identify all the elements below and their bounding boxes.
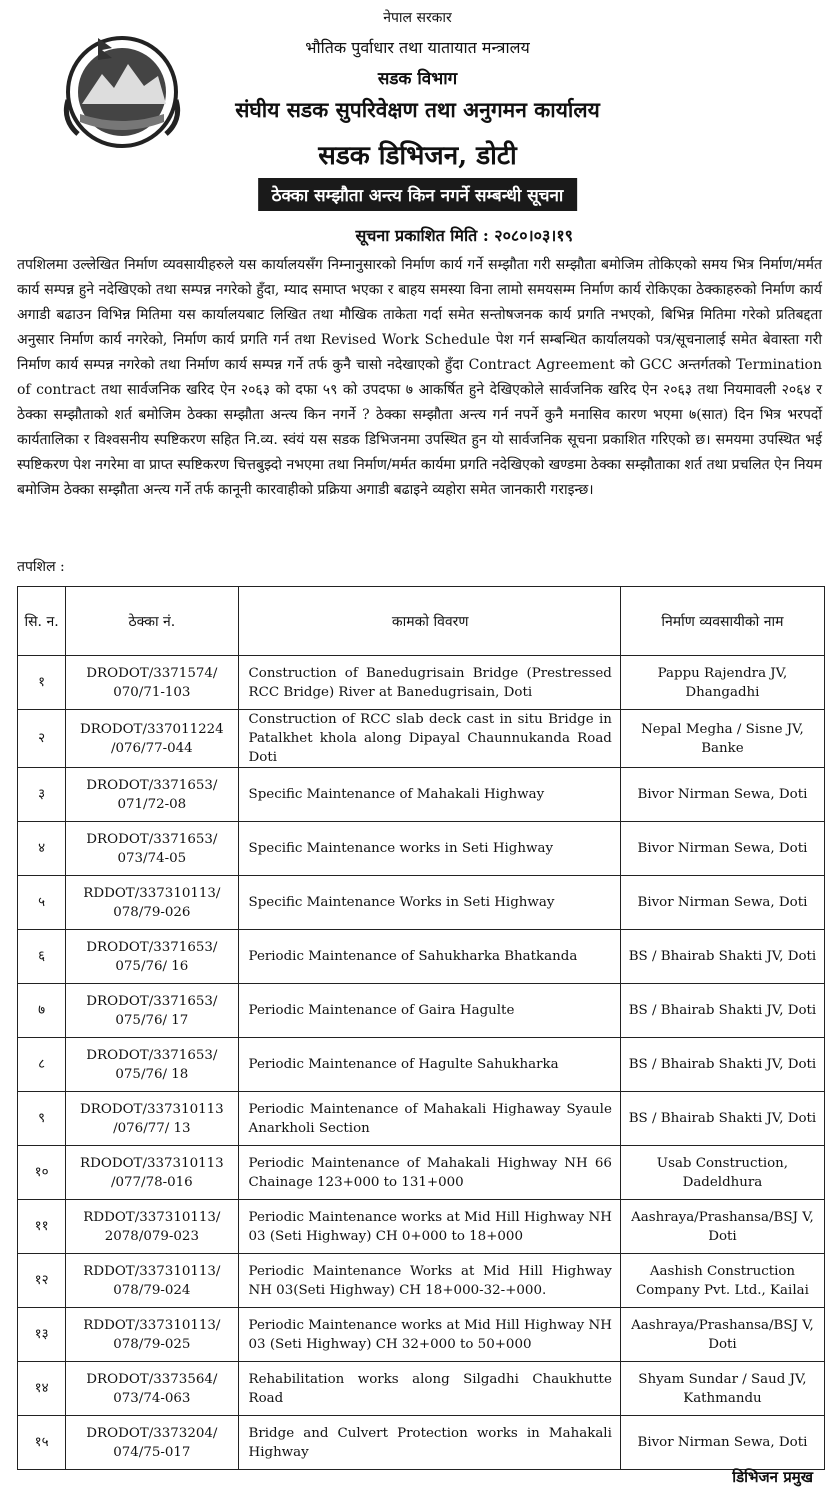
cell-contract-no: DRODOT/337011224 /076/77-044 [66,710,238,768]
cell-serial: ४ [18,822,66,876]
cell-description: Periodic Maintenance of Hagulte Sahukharka [238,1038,620,1092]
cell-contractor: Bivor Nirman Sewa, Doti [620,876,824,930]
cell-description: Periodic Maintenance of Mahakali Highaway Syaule Anarkholi Section [238,1092,620,1146]
table-row [18,1362,825,1416]
cell-contractor: BS / Bhairab Shakti JV, Doti [620,1038,824,1092]
cell-contractor: Bivor Nirman Sewa, Doti [620,822,824,876]
cell-contractor: Nepal Megha / Sisne JV, Banke [620,710,824,768]
cell-serial: ७ [18,984,66,1038]
header-serial: सि. न. [18,587,66,656]
table-row [18,822,825,876]
cell-contract-no: RDODOT/337310113 /077/78-016 [66,1146,238,1200]
cell-contract-no: RDDOT/337310113/ 078/79-024 [66,1254,238,1308]
cell-description: Construction of RCC slab deck cast in situ Bridge in Patalkhet khola along Dipayal Chaunnukanda Road Doti [238,710,620,768]
cell-contractor: Usab Construction, Dadeldhura [620,1146,824,1200]
cell-contractor: BS / Bhairab Shakti JV, Doti [620,1092,824,1146]
cell-description: Specific Maintenance Works in Seti Highway [238,876,620,930]
cell-contract-no: DRODOT/3371653/ 073/74-05 [66,822,238,876]
cell-contract-no: DRODOT/3373564/ 073/74-063 [66,1362,238,1416]
details-label: तपशिल : [17,559,65,575]
cell-contract-no: DRODOT/3371574/ 070/71-103 [66,656,238,710]
publish-date: सूचना प्रकाशित मिति : २०८०।०३।१९ [355,226,573,245]
cell-contract-no: RDDOT/337310113/ 078/79-026 [66,876,238,930]
table-row [18,930,825,984]
cell-serial: ६ [18,930,66,984]
cell-description: Construction of Banedugrisain Bridge (Prestressed RCC Bridge) River at Banedugrisain, Doti [238,656,620,710]
cell-description: Specific Maintenance works in Seti Highway [238,822,620,876]
table-row [18,1200,825,1254]
cell-contractor: Bivor Nirman Sewa, Doti [620,1416,824,1470]
cell-serial: १४ [18,1362,66,1416]
cell-contractor: Shyam Sundar / Saud JV, Kathmandu [620,1362,824,1416]
cell-description: Periodic Maintenance works at Mid Hill Highway NH 03 (Seti Highway) CH 32+000 to 50+000 [238,1308,620,1362]
cell-contract-no: DRODOT/3373204/ 074/75-017 [66,1416,238,1470]
cell-description: Periodic Maintenance of Gaira Hagulte [238,984,620,1038]
signatory: डिभिजन प्रमुख [732,1468,813,1486]
notice-body: तपशिलमा उल्लेखित निर्माण व्यवसायीहरुले यस कार्यालयसँग निम्नानुसारको निर्माण कार्य गर्ने सम्झौता गरी सम्झौता बमोजिम तोकिएको समय भित्र निर्माण/मर्मत कार्य सम्पन्न हुने नदेखिएको तथा सम्पन्न नगरेको हुँदा, म्याद समाप्त भएका र बाहय समस्या विना लामो समयसम्म निर्माण कार्य रोकिएका ठेक्काहरुको निर्माण कार्य अगाडी बढाउन विभिन्न मितिमा यस कार्यालयबाट लिखित तथा मौखिक ताकेता गर्दा समेत सन्तोषजनक कार्य प्रगति नभएको, बिभिन्न मितिमा गरेको प्रतिबद्दता अनुसार निर्माण कार्य नगरेको, निर्माण कार्य प्रगति गर्न तथा Revised Work Schedule पेश गर्न सम्बन्धित कार्यालयको पत्र/सूचनालाई समेत बेवास्ता गरी निर्माण कार्य सम्पन्न नगरेको तथा निर्माण कार्य सम्पन्न गर्ने तर्फ कुनै चासो नदेखाएको हुँदा Contract Agreement को GCC अन्तर्गतको Termination of contract तथा सार्वजनिक खरिद ऐन २०६३ को दफा ५९ को उपदफा ७ आकर्षित हुने देखिएकोले सार्वजनिक खरिद ऐन २०६३ तथा नियमावली २०६४ र ठेक्का सम्झौताको शर्त बमोजिम ठेक्का सम्झौता अन्त्य किन नगर्ने ? ठेक्का सम्झौता अन्त्य गर्न नपर्ने कुनै मनासिव कारण भएमा ७(सात) दिन भित्र भरपर्दो कार्यतालिका र विश्वसनीय स्पष्टिकरण सहित नि.व्य. स्वंयं यस सडक डिभिजनमा उपस्थित हुन यो सार्वजनिक सूचना प्रकाशित गरिएको छ। समयमा उपस्थित भई स्पष्टिकरण पेश नगरेमा वा प्राप्त स्पष्टिकरण चित्तबुझ्दो नभएमा तथा निर्माण/मर्मत कार्यमा प्रगति नदेखिएको खण्डमा ठेक्का सम्झौताका शर्त तथा प्रचलित ऐन नियम बमोजिम ठेक्का सम्झौता अन्त्य गर्ने तर्फ कानूनी कारवाहीको प्रक्रिया अगाडी बढाइने व्यहोरा समेत जानकारी गराइन्छ। [17,257,822,498]
cell-description: Periodic Maintenance Works at Mid Hill Highway NH 03(Seti Highway) CH 18+000-32-+000. [238,1254,620,1308]
cell-serial: ५ [18,876,66,930]
table-row [18,1146,825,1200]
table-row [18,1092,825,1146]
table-header-row [18,587,825,656]
cell-serial: २ [18,710,66,768]
cell-contract-no: RDDOT/337310113/ 078/79-025 [66,1308,238,1362]
table-row [18,1038,825,1092]
cell-description: Periodic Maintenance of Sahukharka Bhatkanda [238,930,620,984]
cell-description: Periodic Maintenance works at Mid Hill Highway NH 03 (Seti Highway) CH 0+000 to 18+000 [238,1200,620,1254]
cell-contract-no: DRODOT/337310113 /076/77/ 13 [66,1092,238,1146]
table-row [18,984,825,1038]
table-row [18,656,825,710]
cell-serial: ११ [18,1200,66,1254]
cell-serial: ८ [18,1038,66,1092]
cell-contractor: Aashraya/Prashansa/BSJ V, Doti [620,1308,824,1362]
table-row [18,1308,825,1362]
cell-contractor: BS / Bhairab Shakti JV, Doti [620,930,824,984]
cell-serial: १० [18,1146,66,1200]
cell-contract-no: DRODOT/3371653/ 075/76/ 17 [66,984,238,1038]
table-row [18,876,825,930]
contracts-table [17,586,825,1470]
cell-contractor: Aashraya/Prashansa/BSJ V, Doti [620,1200,824,1254]
header-description: कामको विवरण [238,587,620,656]
cell-serial: ३ [18,768,66,822]
cell-description: Specific Maintenance of Mahakali Highway [238,768,620,822]
cell-serial: १२ [18,1254,66,1308]
table-row [18,1416,825,1470]
header-contract-no: ठेक्का नं. [66,587,238,656]
notice-title: ठेक्का सम्झौता अन्त्य किन नगर्ने सम्बन्धी सूचना [258,178,578,211]
header-line-department: सडक विभाग [377,69,458,89]
cell-contract-no: DRODOT/3371653/ 075/76/ 18 [66,1038,238,1092]
cell-contractor: Pappu Rajendra JV, Dhangadhi [620,656,824,710]
header-line-office: संघीय सडक सुपरिवेक्षण तथा अनुगमन कार्यालय [235,97,600,122]
header-line-ministry: भौतिक पुर्वाधार तथा यातायात मन्त्रालय [305,38,530,57]
cell-description: Bridge and Culvert Protection works in Mahakali Highway [238,1416,620,1470]
table-row [18,768,825,822]
table-row [18,1254,825,1308]
notice-header [0,0,835,245]
header-line-government: नेपाल सरकार [383,10,452,26]
cell-contract-no: DRODOT/3371653/ 075/76/ 16 [66,930,238,984]
cell-serial: ९ [18,1092,66,1146]
table-row [18,710,825,768]
cell-serial: १५ [18,1416,66,1470]
cell-contractor: Aashish Construction Company Pvt. Ltd., Kailai [620,1254,824,1308]
cell-contractor: BS / Bhairab Shakti JV, Doti [620,984,824,1038]
cell-description: Periodic Maintenance of Mahakali Highway NH 66 Chainage 123+000 to 131+000 [238,1146,620,1200]
header-line-division: सडक डिभिजन, डोटी [318,141,517,171]
cell-contract-no: DRODOT/3371653/ 071/72-08 [66,768,238,822]
cell-serial: १ [18,656,66,710]
cell-serial: १३ [18,1308,66,1362]
cell-contractor: Bivor Nirman Sewa, Doti [620,768,824,822]
header-contractor: निर्माण व्यवसायीको नाम [620,587,824,656]
cell-description: Rehabilitation works along Silgadhi Chaukhutte Road [238,1362,620,1416]
cell-contract-no: RDDOT/337310113/ 2078/079-023 [66,1200,238,1254]
